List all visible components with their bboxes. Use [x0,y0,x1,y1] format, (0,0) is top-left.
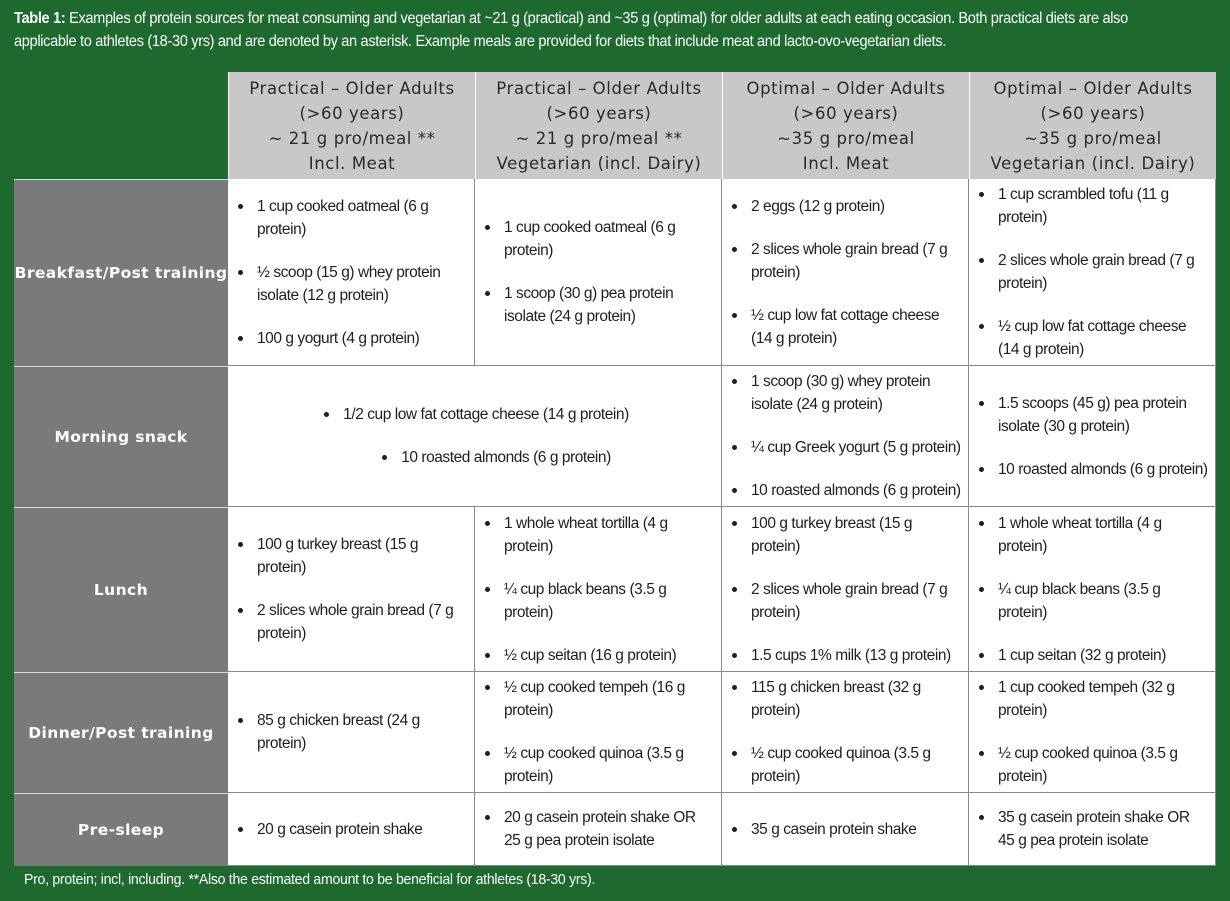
list-item: 1 cup scrambled tofu (11 g protein) [977,183,1209,229]
list-item: 20 g casein protein shake [236,818,468,841]
table-cell [722,507,969,672]
list-item: 1.5 cups 1% milk (13 g protein) [730,644,962,667]
list-item: 1 whole wheat tortilla (4 g protein) [483,512,715,558]
list-item: 35 g casein protein shake [730,818,962,841]
table-cell [228,793,475,866]
list-item: 115 g chicken breast (32 g protein) [730,676,962,722]
list-item: ½ cup low fat cottage cheese (14 g protein) [730,304,962,350]
row-label: Lunch [14,507,228,672]
list-item: 10 roasted almonds (6 g protein) [380,446,611,469]
table-cell [969,507,1216,672]
column-header-line: Incl. Meat [802,153,890,173]
list-item: ½ cup cooked tempeh (16 g protein) [483,676,715,722]
list-item: 2 slices whole grain bread (7 g protein) [977,249,1209,295]
list-item: 85 g chicken breast (24 g protein) [236,709,468,755]
list-item: 1 scoop (30 g) pea protein isolate (24 g protein) [483,282,715,328]
protein-table [14,72,1216,866]
list-item: ½ cup cooked quinoa (3.5 g protein) [977,742,1209,788]
column-header-line: Practical – Older Adults [496,78,702,98]
list-item: 1 scoop (30 g) whey protein isolate (24 g protein) [730,370,962,416]
column-header-line: Optimal – Older Adults [746,78,946,98]
table-cell [722,793,969,866]
column-header-2 [475,72,722,179]
column-header-line: ~ 21 g pro/meal ** [268,128,436,148]
list-item: ½ cup cooked quinoa (3.5 g protein) [483,742,715,788]
table-cell [228,179,475,366]
column-header-4 [969,72,1216,179]
list-item: 1 cup cooked oatmeal (6 g protein) [236,195,468,241]
list-item: ¼ cup black beans (3.5 g protein) [483,578,715,624]
table-cell [475,672,722,793]
table-cell [722,179,969,366]
list-item: 2 eggs (12 g protein) [730,195,962,218]
table-cell [969,793,1216,866]
list-item: ½ cup low fat cottage cheese (14 g protein) [977,315,1209,361]
list-item: 100 g yogurt (4 g protein) [236,327,468,350]
column-header-line: ~35 g pro/meal [1024,128,1162,148]
column-header-line: Optimal – Older Adults [993,78,1193,98]
row-label: Pre-sleep [14,793,228,866]
list-item: 10 roasted almonds (6 g protein) [730,479,962,502]
row-label: Morning snack [14,366,228,507]
column-header-1 [228,72,475,179]
list-item: 20 g casein protein shake OR 25 g pea protein isolate [483,806,715,852]
table-cell [969,179,1216,366]
list-item: 2 slices whole grain bread (7 g protein) [236,599,468,645]
table-cell [475,179,722,366]
column-header-line: (>60 years) [546,103,652,123]
table-cell [969,366,1216,507]
table-cell [228,672,475,793]
column-header-line: Incl. Meat [308,153,396,173]
table-cell [969,672,1216,793]
list-item: 100 g turkey breast (15 g protein) [236,533,468,579]
list-item: 1 whole wheat tortilla (4 g protein) [977,512,1209,558]
table-cell [722,672,969,793]
column-header-line: Vegetarian (incl. Dairy) [496,153,702,173]
table-cell [228,507,475,672]
list-item: 1 cup seitan (32 g protein) [977,644,1209,667]
list-item: ¼ cup Greek yogurt (5 g protein) [730,436,962,459]
column-header-line: (>60 years) [299,103,405,123]
list-item: 1 cup cooked tempeh (32 g protein) [977,676,1209,722]
column-header-line: (>60 years) [793,103,899,123]
caption-label: Table 1: [14,10,66,27]
list-item: ½ scoop (15 g) whey protein isolate (12 g protein) [236,261,468,307]
row-label: Dinner/Post training [14,672,228,793]
row-label: Breakfast/Post training [14,179,228,366]
list-item: 1 cup cooked oatmeal (6 g protein) [483,216,715,262]
list-item: 2 slices whole grain bread (7 g protein) [730,578,962,624]
caption-text: Examples of protein sources for meat consuming and vegetarian at ~21 g (practical) and ~35 g (optimal) for older adults at each eating occasion. Both practical diets are also applicable to athletes (18-30 yrs) and are denoted by an asterisk. Example meals are provided for diets that include meat and lacto-ovo-vegetarian diets. [14,10,1128,50]
table-footnote: Pro, protein; incl, including. **Also the estimated amount to be beneficial for athletes (18-30 yrs). [24,871,596,888]
table-cell [475,793,722,866]
column-header-line: Vegetarian (incl. Dairy) [990,153,1196,173]
column-header-line: (>60 years) [1040,103,1146,123]
list-item: 2 slices whole grain bread (7 g protein) [730,238,962,284]
list-item: ½ cup seitan (16 g protein) [483,644,715,667]
column-header-line: ~35 g pro/meal [777,128,915,148]
column-header-line: ~ 21 g pro/meal ** [515,128,683,148]
table-cell [475,507,722,672]
list-item: 1.5 scoops (45 g) pea protein isolate (30 g protein) [977,392,1209,438]
list-item: ¼ cup black beans (3.5 g protein) [977,578,1209,624]
merged-cell [228,366,722,507]
column-header-3 [722,72,969,179]
table-cell [722,366,969,507]
list-item: 1/2 cup low fat cottage cheese (14 g protein) [322,403,629,426]
list-item: ½ cup cooked quinoa (3.5 g protein) [730,742,962,788]
list-item: 100 g turkey breast (15 g protein) [730,512,962,558]
list-item: 10 roasted almonds (6 g protein) [977,458,1209,481]
table-caption [14,7,1147,53]
column-header-line: Practical – Older Adults [249,78,455,98]
list-item: 35 g casein protein shake OR 45 g pea protein isolate [977,806,1209,852]
